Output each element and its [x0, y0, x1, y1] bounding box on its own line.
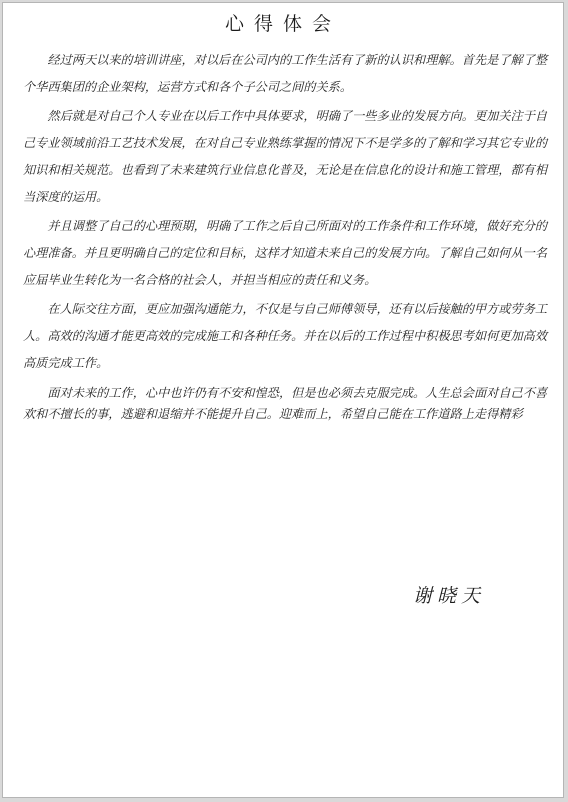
paragraph-2: 然后就是对自己个人专业在以后工作中具体要求，明确了一些多业的发展方向。更加关注于自己专业领域前沿工艺技术发展，在对自己专业熟练掌握的情况下不是学多的了解和学习其它专业的知识和相关规范。也看到了未来建筑行业信息化普及，无论是在信息化的设计和施工管理，都有相当深度的运用。 — [23, 109, 548, 204]
letter-body — [23, 47, 551, 427]
paragraph-4: 在人际交往方面，更应加强沟通能力，不仅是与自己师傅领导，还有以后接触的甲方或劳务工人。高效的沟通才能更高效的完成施工和各种任务。并在以后的工作过程中积极思考如何更加高效高质完成工作。 — [23, 302, 548, 370]
paragraph-1: 经过两天以来的培训讲座，对以后在公司内的工作生活有了新的认识和理解。首先是了解了整个华西集团的企业架构，运营方式和各个子公司之间的关系。 — [23, 53, 548, 94]
paragraph-3: 并且调整了自己的心理预期，明确了工作之后自己所面对的工作条件和工作环境，做好充分的心理准备。并且更明确自己的定位和目标，这样才知道未来自己的发展方向。了解自己如何从一名应届毕业生转化为一名合格的社会人，并担当相应的责任和义务。 — [23, 219, 548, 287]
author-signature: 谢晓天 — [412, 585, 485, 607]
page-title: 心得体会 — [224, 13, 341, 35]
handwritten-letter-page — [2, 2, 564, 798]
paragraph-5: 面对未来的工作，心中也许仍有不安和惶恐，但是也必须去克服完成。人生总会面对自己不喜欢和不擅长的事，逃避和退缩并不能提升自己。迎难而上，希望自己能在工作道路上走得精彩 — [23, 386, 548, 421]
